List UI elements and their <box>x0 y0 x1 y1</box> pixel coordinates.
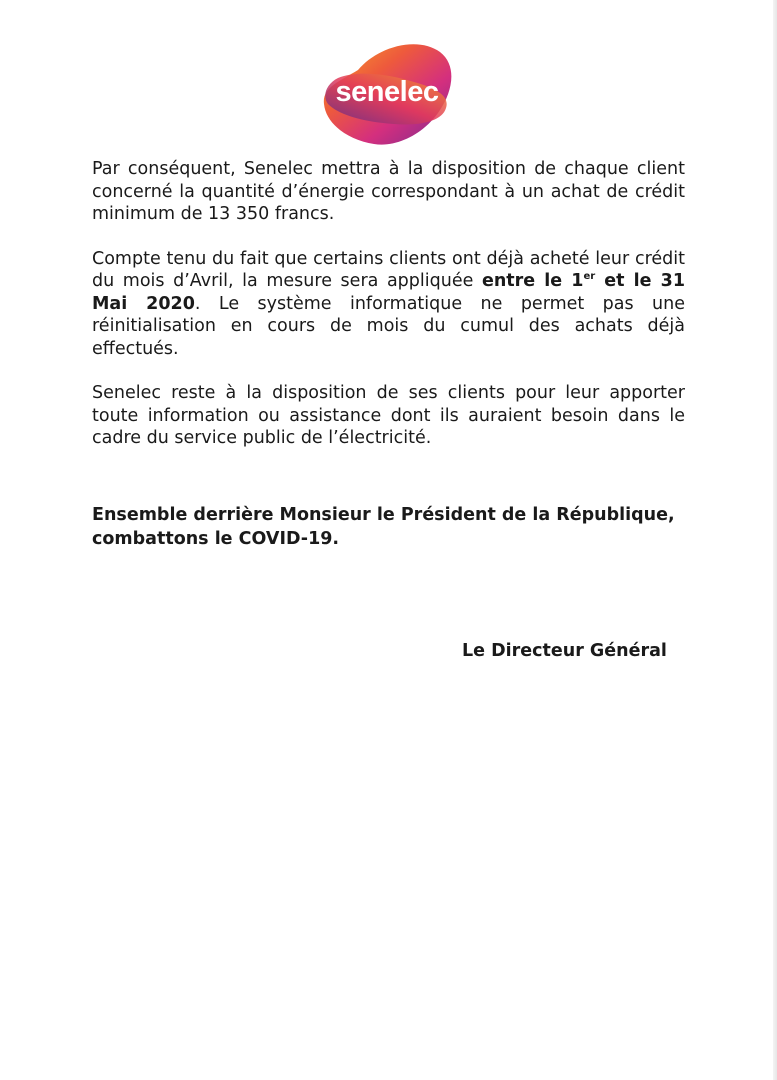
page-edge-shadow <box>773 0 777 1080</box>
signature-title: Le Directeur Général <box>462 641 667 661</box>
para2-tail: . Le système informatique ne permet pas une réinitialisation en cours de mois du cumul des achats déjà effectués. <box>92 293 685 359</box>
para2-date-superscript: er <box>583 271 596 282</box>
para2-lead: Compte tenu du fait que certains clients ont déjà acheté leur crédit du mois d’Avril, la mesure sera appliquée <box>92 248 685 291</box>
paragraph-application-period <box>92 248 685 361</box>
para2-date-start: entre le 1 <box>481 271 584 291</box>
closing-line-1: Ensemble derrière Monsieur le Président de la République, <box>92 505 675 525</box>
logo-wordmark: senelec <box>335 76 439 108</box>
para2-date-end: et le 31 Mai 2020 <box>92 271 686 314</box>
senelec-logo <box>318 40 456 148</box>
closing-line-2: combattons le COVID-19. <box>92 529 340 549</box>
paragraph-energy-credit: Par conséquent, Senelec mettra à la disposition de chaque client concerné la quantité d’énergie correspondant à un achat de crédit minimum de 13 350 francs. <box>92 159 685 224</box>
letter-body <box>92 158 685 472</box>
closing-statement <box>92 503 692 551</box>
paragraph-assistance: Senelec reste à la disposition de ses clients pour leur apporter toute information ou assistance dont ils auraient besoin dans le cadre du service public de l’électricité. <box>92 383 685 448</box>
